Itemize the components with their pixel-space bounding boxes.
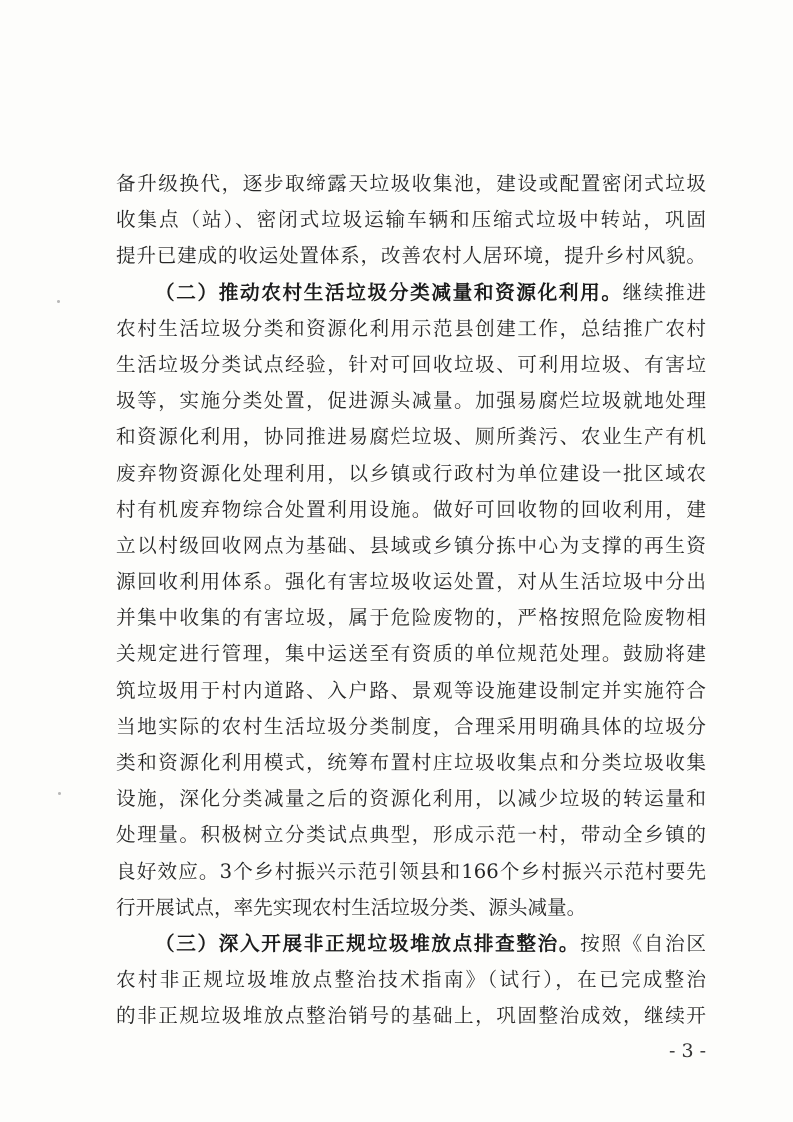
section-2-first-line <box>116 275 706 311</box>
text-line: 并集中收集的有害垃圾，属于危险废物的，严格按照危险废物相 <box>116 606 706 630</box>
text-line: 当地实际的农村生活垃圾分类制度，合理采用明确具体的垃圾分 <box>116 714 706 738</box>
text-line: 农村非正规垃圾堆放点整治技术指南》（试行），在已完成整治 <box>116 968 706 992</box>
scan-speck <box>57 300 60 303</box>
text-line: 源回收利用体系。强化有害垃圾收运处置，对从生活垃圾中分出 <box>116 570 706 594</box>
text-line: 类和资源化利用模式，统筹布置村庄垃圾收集点和分类垃圾收集 <box>116 751 706 774</box>
section-3-heading: （三）深入开展非正规垃圾堆放点排查整治。 <box>155 931 581 955</box>
text-line: 收集点（站）、密闭式垃圾运输车辆和压缩式垃圾中转站，巩固 <box>116 208 706 232</box>
section-2-heading: （二）推动农村生活垃圾分类减量和资源化利用。 <box>155 280 623 304</box>
text-line: 设施，深化分类减量之后的资源化利用，以减少垃圾的转运量和 <box>116 787 706 811</box>
text-line: 和资源化利用，协同推进易腐烂垃圾、厕所粪污、农业生产有机 <box>116 425 706 449</box>
text-line: 废弃物资源化处理利用，以乡镇或行政村为单位建设一批区域农 <box>116 461 706 485</box>
text-line: 村有机废弃物综合处置利用设施。做好可回收物的回收利用，建 <box>116 497 706 521</box>
text-line: 提升已建成的收运处置体系，改善农村人居环境，提升乡村风貌。 <box>116 244 706 268</box>
text-line: 立以村级回收网点为基础、县域或乡镇分拣中心为支撑的再生资 <box>116 533 706 557</box>
section-3-first-line <box>116 926 706 962</box>
body-text <box>116 166 706 1035</box>
section-3-first-line-text: 按照《自治区 <box>580 931 706 955</box>
page-number: - 3 - <box>668 1040 706 1062</box>
text-line: 生活垃圾分类试点经验，针对可回收垃圾、可利用垃圾、有害垃 <box>116 352 706 376</box>
text-line: 农村生活垃圾分类和资源化利用示范县创建工作，总结推广农村 <box>116 316 706 340</box>
text-line: 筑垃圾用于村内道路、入户路、景观等设施建设制定并实施符合 <box>116 678 706 702</box>
text-line: 的非正规垃圾堆放点整治销号的基础上，巩固整治成效，继续开 <box>116 1004 706 1028</box>
text-line: 行开展试点，率先实现农村生活垃圾分类、源头减量。 <box>116 895 587 919</box>
text-line: 关规定进行管理，集中运送至有资质的单位规范处理。鼓励将建 <box>116 642 706 666</box>
text-line: 备升级换代，逐步取缔露天垃圾收集池，建设或配置密闭式垃圾 <box>116 172 706 195</box>
section-2-first-line-text: 继续推进 <box>622 280 706 304</box>
text-line: 圾等，实施分类处置，促进源头减量。加强易腐烂垃圾就地处理 <box>116 389 706 413</box>
scan-speck <box>58 792 61 795</box>
text-line: 良好效应。3个乡村振兴示范引领县和166个乡村振兴示范村要先 <box>116 859 706 883</box>
text-line: 处理量。积极树立分类试点典型，形成示范一村，带动全乡镇的 <box>116 823 706 847</box>
